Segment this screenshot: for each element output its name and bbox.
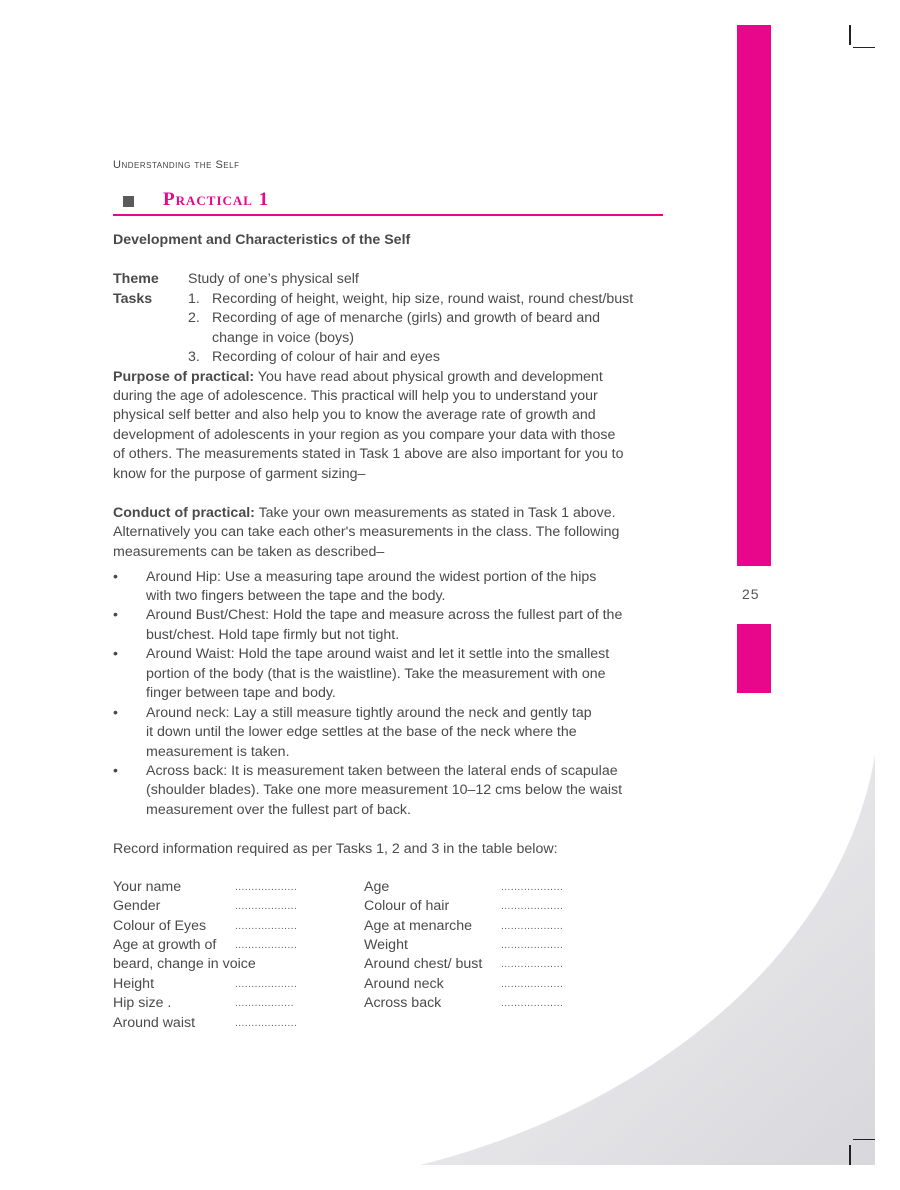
purpose-line: physical self better and also help you to know the average rate of growth and <box>113 407 596 423</box>
margin-bar-bottom <box>737 624 771 693</box>
conduct-label: Conduct of practical: <box>113 505 255 521</box>
conduct-line: measurements can be taken as described– <box>113 544 385 560</box>
crop-mark-bottom-h <box>853 1139 875 1140</box>
field-blank[interactable]: ................... <box>501 901 564 912</box>
bullet-line: measurement is taken. <box>146 744 290 760</box>
field-blank[interactable]: ................... <box>235 979 298 990</box>
crop-mark-bottom <box>849 1145 851 1165</box>
crop-mark-top-h <box>853 47 875 48</box>
field-blank[interactable]: ................... <box>501 940 564 951</box>
theme-label: Theme <box>113 271 159 287</box>
field-blank[interactable]: ................... <box>501 921 564 932</box>
bullet-line: Around Bust/Chest: Hold the tape and measure across the fullest part of the <box>146 607 623 623</box>
tasks-label: Tasks <box>113 291 153 307</box>
field-label: Weight <box>364 937 408 953</box>
square-bullet-icon <box>123 196 134 207</box>
bullet-line: bust/chest. Hold tape firmly but not tight. <box>146 627 400 643</box>
field-label: Across back <box>364 995 442 1011</box>
field-blank[interactable]: ................... <box>235 1018 298 1029</box>
field-label: Age <box>364 879 390 895</box>
running-head: Understanding the Self <box>113 159 240 171</box>
title-rule <box>113 214 663 216</box>
field-label: Around neck <box>364 976 444 992</box>
bullet-line: with two fingers between the tape and the body. <box>146 588 446 604</box>
task-text: change in voice (boys) <box>212 330 354 346</box>
field-blank[interactable]: ................... <box>501 959 564 970</box>
field-label: Height <box>113 976 155 992</box>
field-blank[interactable]: ................... <box>501 998 564 1009</box>
bullet-line: it down until the lower edge settles at the base of the neck where the <box>146 724 577 740</box>
bullet-line: Around Hip: Use a measuring tape around the widest portion of the hips <box>146 569 597 585</box>
task-text: Recording of colour of hair and eyes <box>212 349 440 365</box>
purpose-text: You have read about physical growth and development <box>254 369 603 385</box>
bullet-line: Across back: It is measurement taken between the lateral ends of scapulae <box>146 763 618 779</box>
crop-mark-top <box>849 25 851 45</box>
conduct-text: Take your own measurements as stated in Task 1 above. <box>254 505 616 521</box>
field-label: Your name <box>113 879 182 895</box>
field-label: Around waist <box>113 1015 196 1031</box>
field-label: Gender <box>113 898 161 914</box>
field-label: Around chest/ bust <box>364 956 483 972</box>
record-instruction: Record information required as per Tasks 1, 2 and 3 in the table below: <box>113 841 558 857</box>
bullet-line: finger between tape and body. <box>146 685 336 701</box>
field-blank[interactable]: ................... <box>235 882 298 893</box>
bullet-line: Around neck: Lay a still measure tightly around the neck and gently tap <box>146 705 592 721</box>
field-label: Colour of Eyes <box>113 918 207 934</box>
conduct-line <box>113 504 616 524</box>
bullet-line: portion of the body (that is the waistline). Take the measurement with one <box>146 666 606 682</box>
section-title: Development and Characteristics of the Self <box>113 232 411 248</box>
practical-title: Practical 1 <box>163 189 270 210</box>
bullet-icon: • <box>113 569 118 585</box>
field-label: Colour of hair <box>364 898 450 914</box>
bullet-icon: • <box>113 705 118 721</box>
field-label: beard, change in voice <box>113 956 256 972</box>
purpose-label: Purpose of practical: <box>113 369 255 385</box>
task-text: Recording of height, weight, hip size, round waist, round chest/bust <box>212 291 634 307</box>
margin-bar-top <box>737 25 771 566</box>
bullet-icon: • <box>113 763 118 779</box>
purpose-line: know for the purpose of garment sizing– <box>113 466 366 482</box>
bullet-icon: • <box>113 607 118 623</box>
conduct-line: Alternatively you can take each other's measurements in the class. The following <box>113 524 620 540</box>
task-num: 1. <box>188 291 200 307</box>
bullet-line: (shoulder blades). Take one more measurement 10–12 cms below the waist <box>146 782 623 798</box>
bullet-line: measurement over the fullest part of back. <box>146 802 411 818</box>
bullet-line: Around Waist: Hold the tape around waist and let it settle into the smallest <box>146 646 610 662</box>
field-label: Hip size . <box>113 995 172 1011</box>
purpose-line: development of adolescents in your region as you compare your data with those <box>113 427 616 443</box>
purpose-line: of others. The measurements stated in Task 1 above are also important for you to <box>113 446 624 462</box>
field-label: Age at menarche <box>364 918 473 934</box>
purpose-line <box>113 368 603 388</box>
theme-value: Study of one’s physical self <box>188 271 359 287</box>
field-blank[interactable]: ................... <box>501 882 564 893</box>
bullet-icon: • <box>113 646 118 662</box>
field-label: Age at growth of <box>113 937 217 953</box>
field-blank[interactable]: ................... <box>501 979 564 990</box>
field-blank[interactable]: .................. <box>235 998 295 1009</box>
field-blank[interactable]: ................... <box>235 940 298 951</box>
field-blank[interactable]: ................... <box>235 921 298 932</box>
purpose-line: during the age of adolescence. This practical will help you to understand your <box>113 388 598 404</box>
field-blank[interactable]: ................... <box>235 901 298 912</box>
task-num: 2. <box>188 310 200 326</box>
task-text: Recording of age of menarche (girls) and growth of beard and <box>212 310 601 326</box>
page-number: 25 <box>742 586 760 602</box>
task-num: 3. <box>188 349 200 365</box>
